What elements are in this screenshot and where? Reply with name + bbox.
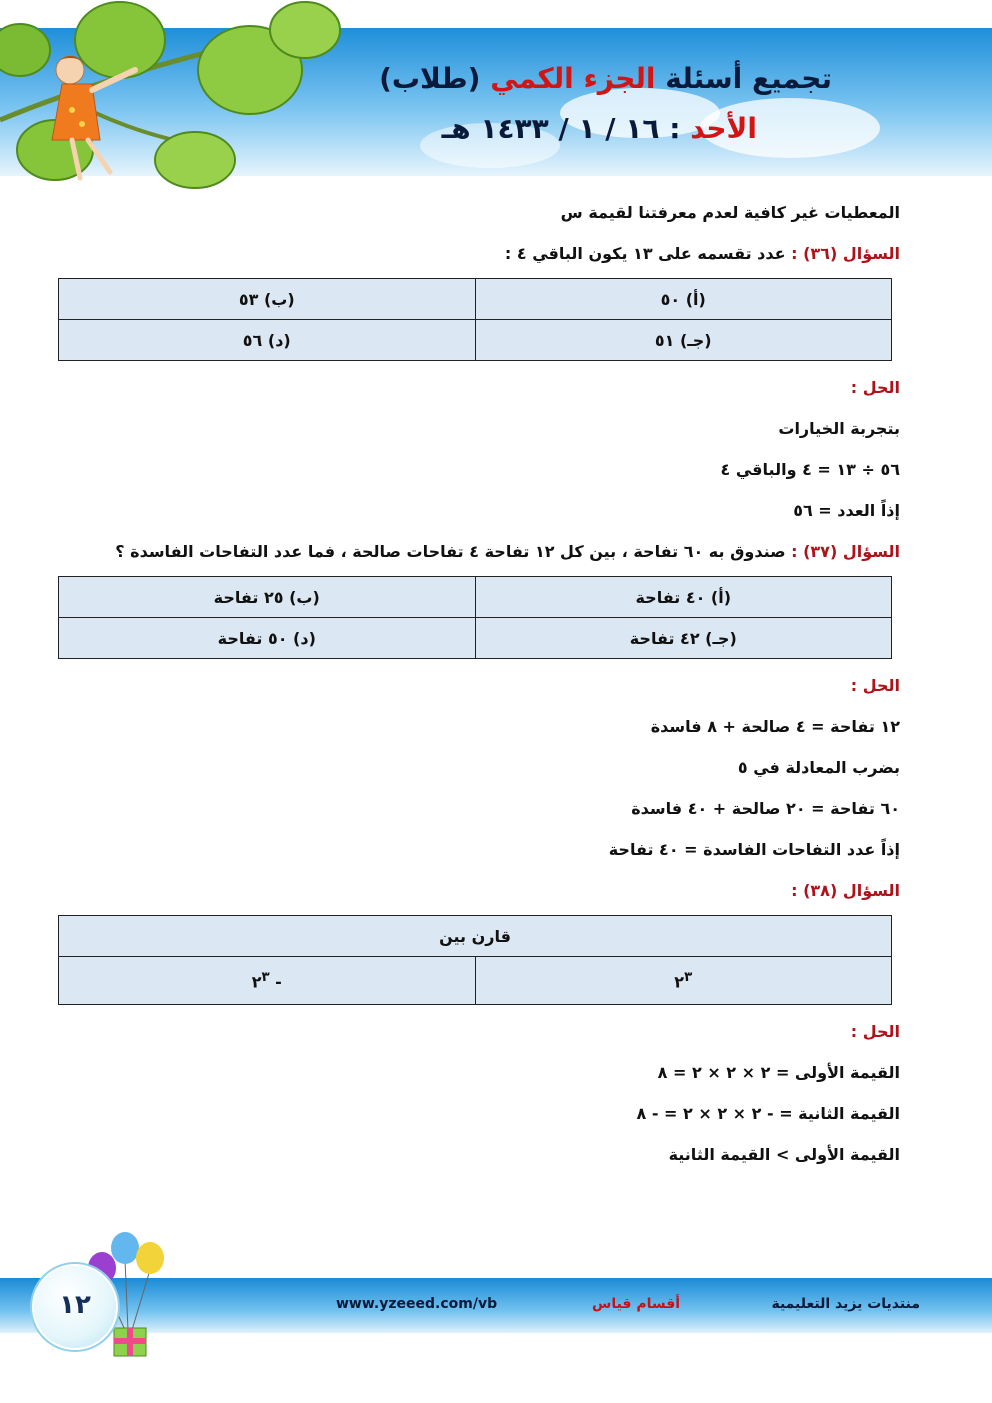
options-table-37 <box>58 576 892 659</box>
compare-value-2: - $٢^٣$ <box>59 957 476 1005</box>
solution-line: ١٢ تفاحة = ٤ صالحة + ٨ فاسدة <box>650 717 900 736</box>
option-b: (ب) ٢٥ تفاحة <box>59 577 476 618</box>
compare-value-1: $٢^٣$ <box>475 957 892 1005</box>
page-title: تجميع أسئلة الجزء الكمي (طلاب) <box>379 62 832 95</box>
question-label: السؤال (٣٧) : <box>791 542 900 561</box>
day-label: الأحد <box>690 112 757 145</box>
option-d: (د) ٥٠ تفاحة <box>59 618 476 659</box>
solution-line: القيمة الأولى > القيمة الثانية <box>668 1145 900 1164</box>
solution-line: إذاً العدد = ٥٦ <box>793 501 900 520</box>
girl-on-leaves-illustration <box>0 0 380 190</box>
compare-header: قارن بين <box>59 916 892 957</box>
option-c: (جـ) ٥١ <box>475 320 892 361</box>
forum-name: منتديات يزيد التعليمية <box>771 1296 920 1312</box>
question-text: صندوق به ٦٠ تفاحة ، بين كل ١٢ تفاحة ٤ تفاحات صالحة ، فما عدد التفاحات الفاسدة ؟ <box>115 542 792 561</box>
solution-line: بتجربة الخيارات <box>778 419 900 438</box>
section-link[interactable]: أقسام قياس <box>592 1296 681 1312</box>
solution-line: بضرب المعادلة في ٥ <box>737 758 900 777</box>
solution-line: إذاً عدد التفاحات الفاسدة = ٤٠ تفاحة <box>608 840 900 859</box>
page-number: ١٢ <box>59 1290 91 1320</box>
date-line <box>442 112 757 145</box>
solution-line: ٦٠ تفاحة = ٢٠ صالحة + ٤٠ فاسدة <box>631 799 900 818</box>
options-table-36 <box>58 278 892 361</box>
option-d: (د) ٥٦ <box>59 320 476 361</box>
page-content <box>74 192 900 1175</box>
date-value: : ١٦ / ١ / ١٤٣٣ هـ <box>441 112 691 145</box>
option-a: (أ) ٤٠ تفاحة <box>475 577 892 618</box>
question-label: السؤال (٣٦) : <box>791 244 900 263</box>
question-36 <box>74 233 900 274</box>
question-38-label: السؤال (٣٨) : <box>791 881 900 900</box>
question-text: عدد تقسمه على ١٣ يكون الباقي ٤ : <box>504 244 792 263</box>
option-b: (ب) ٥٣ <box>59 279 476 320</box>
option-a: (أ) ٥٠ <box>475 279 892 320</box>
exponent: ٣ <box>261 969 270 985</box>
solution-line: ٥٦ ÷ ١٣ = ٤ والباقي ٤ <box>720 460 900 479</box>
site-url[interactable]: www.yzeeed.com/vb <box>336 1296 498 1312</box>
question-37 <box>74 531 900 572</box>
solution-label: الحل : <box>850 676 900 695</box>
option-c: (جـ) ٤٢ تفاحة <box>475 618 892 659</box>
title-highlight: الجزء الكمي <box>490 62 656 95</box>
solution-line: القيمة الأولى = ٢ × ٢ × ٢ = ٨ <box>657 1063 900 1082</box>
compare-table-38 <box>58 915 892 1005</box>
solution-line: القيمة الثانية = - ٢ × ٢ × ٢ = - ٨ <box>636 1104 900 1123</box>
solution-label: الحل : <box>850 378 900 397</box>
intro-line: المعطيات غير كافية لعدم معرفتنا لقيمة س <box>560 203 900 222</box>
exponent: ٣ <box>684 969 693 985</box>
solution-label: الحل : <box>850 1022 900 1041</box>
